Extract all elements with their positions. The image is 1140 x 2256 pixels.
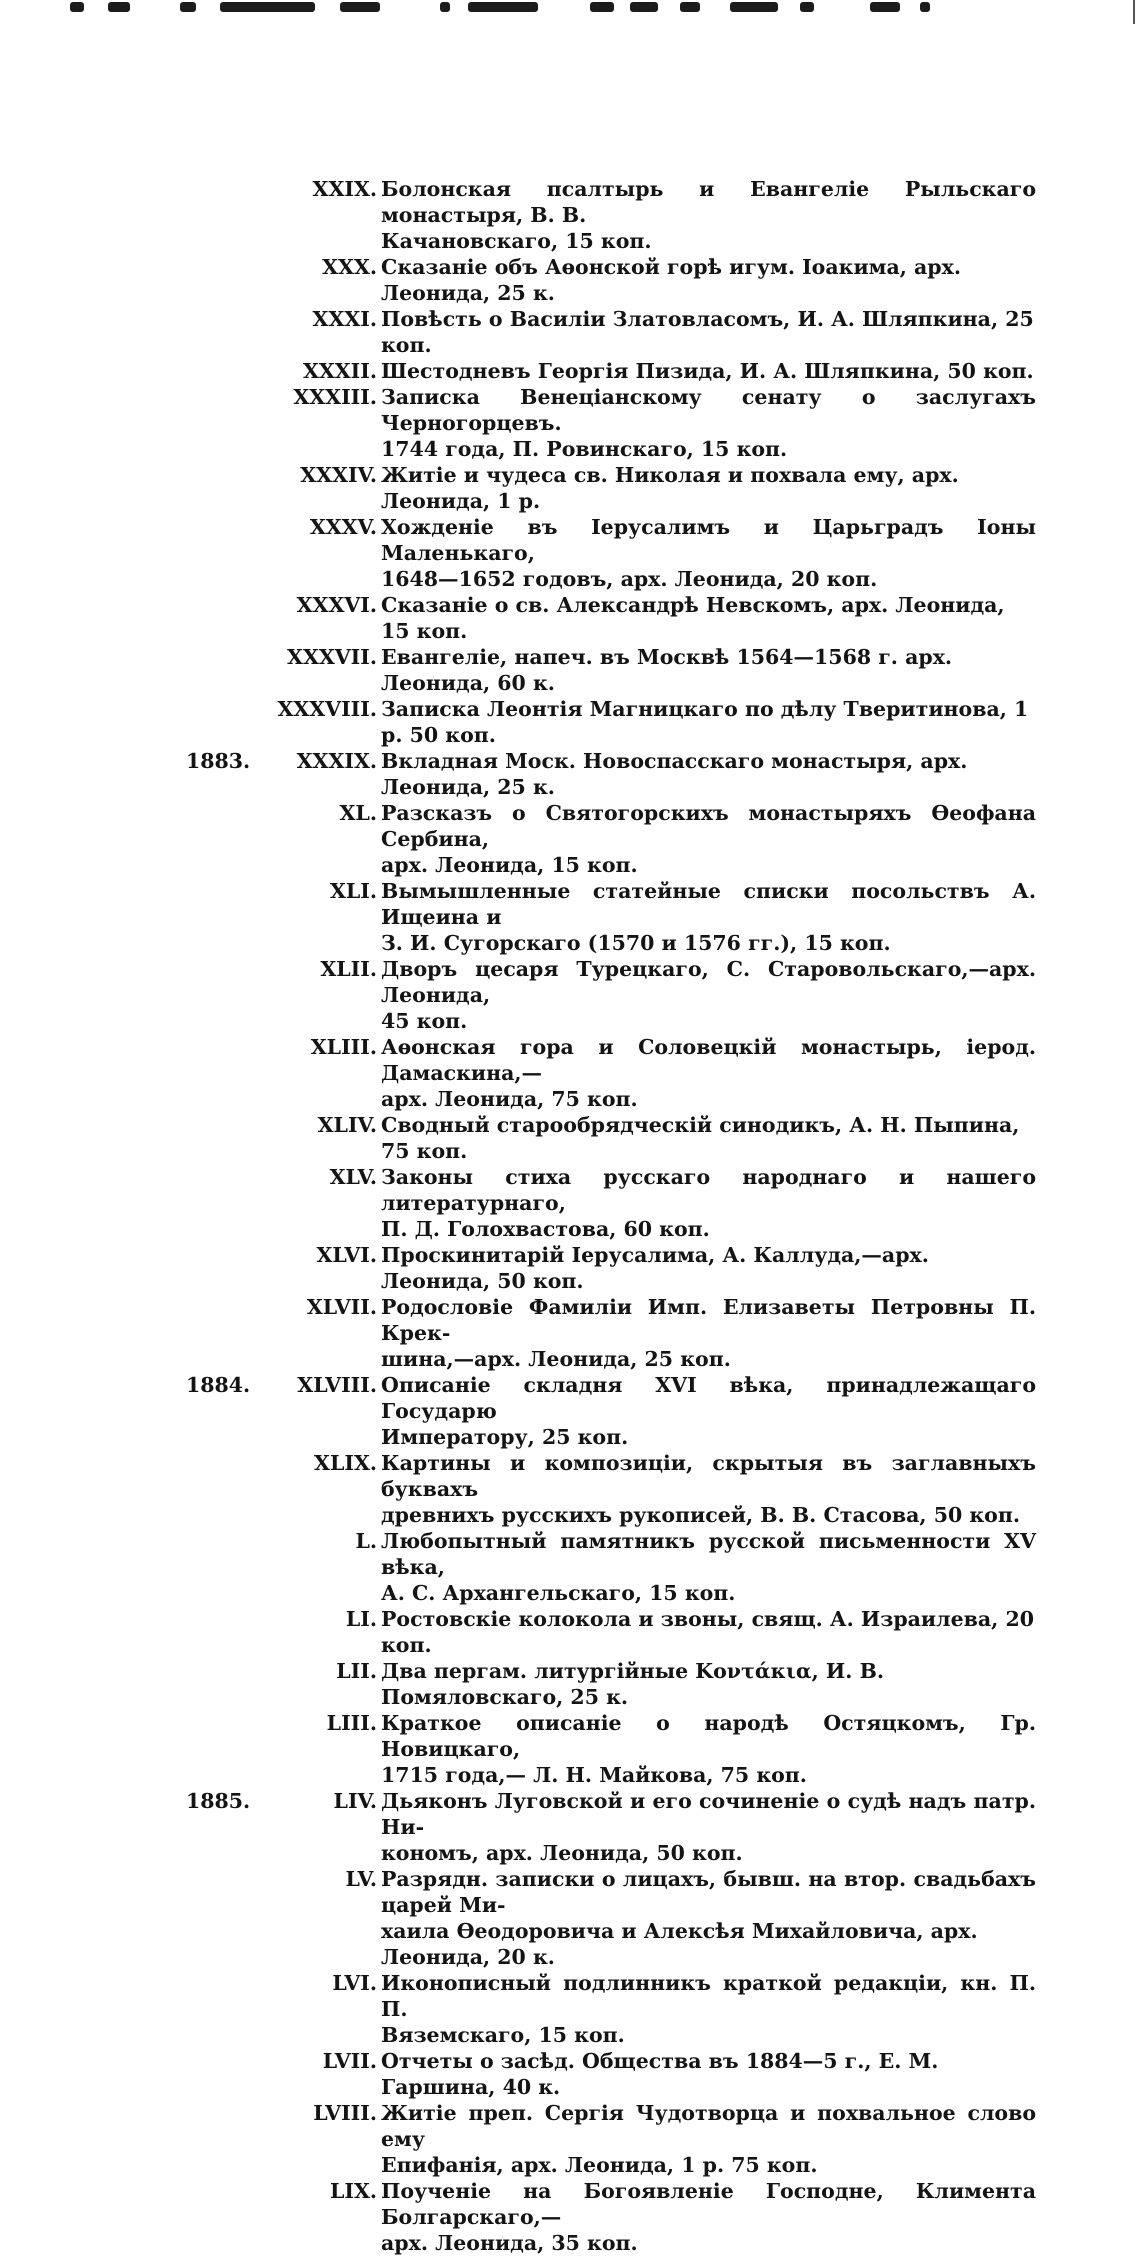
entry-text: [381, 592, 1036, 644]
entry-text: [381, 1294, 1036, 1372]
entry-number: XXIX.: [312, 177, 377, 201]
entry-number: XLIII.: [310, 1035, 377, 1059]
entry-text-line: Законы стиха русскаго народнаго и нашего литературнаго,: [381, 1165, 1036, 1215]
entry-text: [381, 1242, 1036, 1294]
entry-text-line: Два пергам. литургійные Κοντάκια, И. В. Помяловскаго, 25 к.: [381, 1659, 885, 1709]
list-item: [0, 800, 1140, 878]
entry-text-line: Вкладная Моск. Новоспасскаго монастыря, арх. Леонида, 25 к.: [381, 749, 968, 799]
list-item: [0, 956, 1140, 1034]
entry-text-line: Сводный старообрядческій синодикъ, А. Н. Пыпина, 75 коп.: [381, 1113, 1020, 1163]
entry-text: [381, 176, 1036, 254]
entry-number: XXXII.: [302, 359, 377, 383]
entry-text-line: Проскинитарій Іерусалима, А. Каллуда,—арх. Леонида, 50 коп.: [381, 1243, 929, 1293]
year-label: 1884.: [186, 1373, 251, 1397]
list-item: [0, 254, 1140, 306]
entry-text: [381, 696, 1036, 748]
entry-text-line: Краткое описаніе о народѣ Остяцкомъ, Гр. Новицкаго,: [381, 1711, 1036, 1761]
list-item: [0, 1294, 1140, 1372]
list-item: [0, 696, 1140, 748]
entry-number: LVI.: [332, 1971, 377, 1995]
entry-text: [381, 1112, 1036, 1164]
list-item: [0, 1164, 1140, 1242]
entry-text: [381, 878, 1036, 956]
entry-text-line: Повѣсть о Василіи Златовласомъ, И. А. Шляпкина, 25 коп.: [381, 307, 1034, 357]
entry-text: [381, 514, 1036, 592]
entry-number: XXXIV.: [300, 463, 377, 487]
entry-text-line: древнихъ русскихъ рукописей, В. В. Стасова, 50 коп.: [381, 1503, 1020, 1527]
list-item: [0, 748, 1140, 800]
entry-text-line: Житіе и чудеса св. Николая и похвала ему, арх. Леонида, 1 р.: [381, 463, 959, 513]
entry-number: XXXVIII.: [277, 697, 377, 721]
entry-number: XXXI.: [312, 307, 377, 331]
list-item: [0, 592, 1140, 644]
entry-number: XXXIII.: [293, 385, 377, 409]
entry-text-line: Вяземскаго, 15 коп.: [381, 2023, 625, 2047]
entry-number: XL.: [339, 801, 377, 825]
entry-text: [381, 306, 1036, 358]
entry-text-line: Вымышленные статейные списки посольствъ А. Ищеина и: [381, 879, 1036, 929]
list-item: [0, 1242, 1140, 1294]
entry-number: XLIX.: [314, 1451, 377, 1475]
entry-text: [381, 1866, 1036, 1970]
entry-text: [381, 384, 1036, 462]
list-item: [0, 1658, 1140, 1710]
entry-number: LVIII.: [313, 2101, 377, 2125]
entry-number: XLII.: [320, 957, 377, 981]
entry-number: XLIV.: [317, 1113, 377, 1137]
scan-artifact-top: [70, 0, 950, 20]
entry-text-line: А. С. Архангельскаго, 15 коп.: [381, 1581, 736, 1605]
entry-number: XLVIII.: [297, 1373, 377, 1397]
entry-number: LI.: [345, 1607, 377, 1631]
entry-text-line: Разсказъ о Святогорскихъ монастыряхъ Ѳеофана Сербина,: [381, 801, 1036, 851]
entry-text: [381, 1606, 1036, 1658]
scan-edge-line: [1133, 0, 1135, 24]
entry-text-line: 45 коп.: [381, 1009, 468, 1033]
entry-text: [381, 462, 1036, 514]
entry-text: [381, 1710, 1036, 1788]
entry-text-line: кономъ, арх. Леонида, 50 коп.: [381, 1841, 743, 1865]
entry-text-line: Разрядн. записки о лицахъ, бывш. на втор. свадьбахъ царей Ми-: [381, 1867, 1036, 1917]
entry-text: [381, 358, 1036, 384]
entry-number: XXXVII.: [287, 645, 377, 669]
entry-text: [381, 956, 1036, 1034]
entry-number: XLI.: [329, 879, 377, 903]
year-label: 1885.: [186, 1789, 251, 1813]
entry-number: XXXVI.: [296, 593, 377, 617]
list-item: [0, 462, 1140, 514]
year-label: 1883.: [186, 749, 251, 773]
entry-number: XXXV.: [309, 515, 377, 539]
entry-text-line: Сказаніе объ Аѳонской горѣ игум. Іоакима, арх. Леонида, 25 к.: [381, 255, 961, 305]
entry-text: [381, 1658, 1036, 1710]
entry-number: XLV.: [329, 1165, 377, 1189]
entry-text: [381, 1528, 1036, 1606]
list-item: [0, 306, 1140, 358]
entry-text-line: Болонская псалтырь и Евангеліе Рыльскаго монастыря, В. В.: [381, 177, 1036, 227]
entry-text-line: Отчеты о засѣд. Общества въ 1884—5 г., Е. М. Гаршина, 40 к.: [381, 2049, 939, 2099]
entry-text-line: 1648—1652 годовъ, арх. Леонида, 20 коп.: [381, 567, 878, 591]
entry-text-line: Дьяконъ Луговской и его сочиненіе о судѣ надъ патр. Ни-: [381, 1789, 1036, 1839]
entry-text-line: Дворъ цесаря Турецкаго, С. Старовольскаго,—арх. Леонида,: [381, 957, 1036, 1007]
list-item: [0, 358, 1140, 384]
list-item: [0, 644, 1140, 696]
entry-text-line: Картины и композиціи, скрытыя въ заглавныхъ буквахъ: [381, 1451, 1036, 1501]
list-item: [0, 1866, 1140, 1970]
entry-text-line: Описаніе складня XVI вѣка, принадлежащаго Государю: [381, 1373, 1036, 1423]
entry-text-line: арх. Леонида, 75 коп.: [381, 1087, 638, 1111]
entry-number: XXXIX.: [296, 749, 377, 773]
entry-text-line: Ростовскіе колокола и звоны, свящ. А. Израилева, 20 коп.: [381, 1607, 1034, 1657]
entry-text-line: шина,—арх. Леонида, 25 коп.: [381, 1347, 731, 1371]
entry-text: [381, 748, 1036, 800]
entry-text-line: Записка Леонтія Магницкаго по дѣлу Тверитинова, 1 р. 50 коп.: [381, 697, 1029, 747]
entry-text-line: Евангеліе, напеч. въ Москвѣ 1564—1568 г. арх. Леонида, 60 к.: [381, 645, 953, 695]
entry-number: XXX.: [322, 255, 377, 279]
entry-text: [381, 1450, 1036, 1528]
entry-text: [381, 2100, 1036, 2178]
entry-text-line: Записка Венеціанскому сенату о заслугахъ Черногорцевъ.: [381, 385, 1036, 435]
entry-text-line: Поученіе на Богоявленіе Господне, Климента Болгарскаго,—: [381, 2179, 1036, 2229]
entry-text-line: З. И. Сугорскаго (1570 и 1576 гг.), 15 коп.: [381, 931, 891, 955]
entry-text: [381, 644, 1036, 696]
entry-text-line: Родословіе Фамиліи Имп. Елизаветы Петровны П. Крек-: [381, 1295, 1036, 1345]
entry-text-line: арх. Леонида, 15 коп.: [381, 853, 638, 877]
list-item: [0, 176, 1140, 254]
list-item: [0, 2178, 1140, 2256]
entry-text-line: Шестодневъ Георгія Пизида, И. А. Шляпкина, 50 коп.: [381, 359, 1034, 383]
entry-text-line: Качановскаго, 15 коп.: [381, 229, 652, 253]
list-item: [0, 2048, 1140, 2100]
list-item: [0, 1034, 1140, 1112]
entry-text-line: 1744 года, П. Ровинскаго, 15 коп.: [381, 437, 788, 461]
list-item: [0, 384, 1140, 462]
list-item: [0, 2100, 1140, 2178]
entry-text-line: хаила Ѳеодоровича и Алексѣя Михайловича, арх. Леонида, 20 к.: [381, 1919, 978, 1969]
list-item: [0, 1606, 1140, 1658]
entry-text: [381, 1970, 1036, 2048]
entry-number: LIV.: [333, 1789, 377, 1813]
list-item: [0, 1528, 1140, 1606]
list-item: [0, 1372, 1140, 1450]
list-item: [0, 1788, 1140, 1866]
entry-text-line: Хожденіе въ Іерусалимъ и Царьградъ Іоны Маленькаго,: [381, 515, 1036, 565]
entry-text-line: Епифанія, арх. Леонида, 1 р. 75 коп.: [381, 2153, 818, 2177]
entry-text: [381, 1034, 1036, 1112]
entry-text: [381, 254, 1036, 306]
entry-text-line: Житіе преп. Сергія Чудотворца и похвальное слово ему: [381, 2101, 1036, 2151]
entry-text-line: Сказаніе о св. Александрѣ Невскомъ, арх. Леонида, 15 коп.: [381, 593, 1005, 643]
entry-text-line: арх. Леонида, 35 коп.: [381, 2231, 638, 2255]
entry-text-line: 1715 года,— Л. Н. Майкова, 75 коп.: [381, 1763, 807, 1787]
entry-number: XLVII.: [306, 1295, 377, 1319]
list-item: [0, 1450, 1140, 1528]
entry-text: [381, 800, 1036, 878]
entry-text-line: П. Д. Голохвастова, 60 коп.: [381, 1217, 710, 1241]
list-item: [0, 1970, 1140, 2048]
entry-text-line: Императору, 25 коп.: [381, 1425, 629, 1449]
entry-number: LIII.: [326, 1711, 377, 1735]
list-item: [0, 1710, 1140, 1788]
entry-text: [381, 1372, 1036, 1450]
entry-text: [381, 1788, 1036, 1866]
entry-number: LIX.: [329, 2179, 377, 2203]
publication-list: [0, 176, 1140, 2256]
entry-number: LVII.: [322, 2049, 377, 2073]
entry-number: LV.: [345, 1867, 377, 1891]
list-item: [0, 878, 1140, 956]
entry-text-line: Любопытный памятникъ русской письменности XV вѣка,: [381, 1529, 1036, 1579]
entry-text-line: Аѳонская гора и Соловецкій монастырь, іерод. Дамаскина,—: [381, 1035, 1036, 1085]
list-item: [0, 514, 1140, 592]
entry-text: [381, 1164, 1036, 1242]
entry-number: XLVI.: [316, 1243, 377, 1267]
list-item: [0, 1112, 1140, 1164]
entry-number: L.: [355, 1529, 377, 1553]
entry-number: LII.: [336, 1659, 377, 1683]
entry-text-line: Иконописный подлинникъ краткой редакціи, кн. П. П.: [381, 1971, 1036, 2021]
entry-text: [381, 2178, 1036, 2256]
entry-text: [381, 2048, 1036, 2100]
